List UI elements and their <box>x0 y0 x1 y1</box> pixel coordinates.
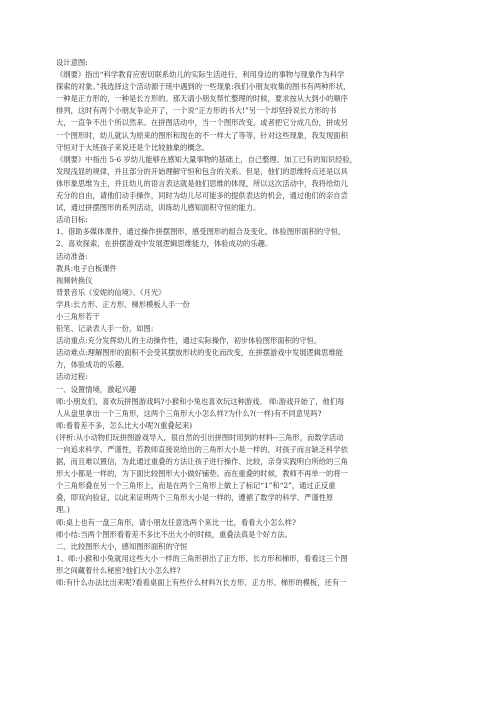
text-line: 据，而且难以置信，为此通过重叠的方法让孩子进行操作、比较，亲身实践明白所给的三角 <box>56 457 348 467</box>
text-line: 师:小朋友们，喜欢玩拼图游戏吗?小猴和小兔也喜欢玩这种游戏。 师:游戏开始了，他们每 <box>56 396 345 406</box>
text-line: 活动目标: <box>56 215 88 225</box>
text-line: 活动难点:理解图形的面积不会受其摆放形状的变化而改变，在拼摆游戏中发展逻辑思维能 <box>56 348 344 358</box>
text-line: 一向追求科学、严谨性，若教师直接说给出的三角形大小是一样的，对孩子而言缺乏科学依 <box>56 445 348 454</box>
text-line: (评析:从小动物们玩拼图游戏导入，很自然的引出拼图时用到的材料--三角形，而数学活动 <box>56 432 344 442</box>
text-line: 叠，即双向验证，以此来证明两个三角形大小是一样的，遵循了数学的科学、严谨性原 <box>56 493 334 503</box>
text-line: 二、比较图形大小，感知图形面积的守恒 <box>56 541 188 551</box>
text-line: 教具:电子白板课件 <box>56 263 117 273</box>
text-line: 《纲要》中指出 5-6 岁幼儿能够在感知大量事物的基础上，自己整理、加工已有的知识经验， <box>56 154 357 164</box>
text-line: 大，一直争不出个所以然来。在拼图活动中，当一个图形改变，或者把它分成几份，拼成另 <box>56 118 348 128</box>
text-line: 1、师:小猴和小兔就用这些大小一样的三角形拼出了正方形、长方形和梯形，看看这三个图 <box>56 553 348 563</box>
text-line: 设计意图: <box>56 58 88 67</box>
text-line: 《纲要》指出“科学教育应密切联系幼儿的实际生活进行，利用身边的事物与现象作为科学 <box>56 70 345 80</box>
text-line: 一、设置情境，激起兴趣 <box>56 384 137 394</box>
text-line: 探索的对象。”我选择这个活动源于班中遇到的一些现象:我们小朋友收集的图书有两种形状， <box>56 82 351 92</box>
text-line: 活动过程: <box>56 372 88 382</box>
text-line: 活动重点:充分发挥幼儿的主动操作性，通过实际操作，初步体验图形面积的守恒。 <box>56 336 322 346</box>
text-line: 理。) <box>56 505 70 515</box>
text-line: 一种是正方形的，一种是长方形的。那天请小朋友帮忙整理的时候，要求按从大到小的顺序 <box>56 94 348 104</box>
text-line: 形大小都是一样的，为下面比较图形大小做好铺垫。而在重叠的时候，教师不再单一的将一 <box>56 469 348 479</box>
text-line: 充分的自由，请他们动手操作，同时为幼儿尽可能多的提供表达的机会，通过他们的亲自尝 <box>56 191 348 201</box>
text-line: 人从盘里拿出一个三角形，这两个三角形大小怎么样?为什么?(一样)有不同意见吗? <box>56 408 322 418</box>
text-line: 试，通过拼摆图形的系列活动，训练幼儿感知面积守恒的能力。 <box>56 203 261 213</box>
text-line: 发现浅显的规律，并且部分的开始理解守恒和包含的关系。但是，他们的思维特点还是以具 <box>56 166 348 176</box>
text-line: 守恒对于大班孩子来说还是个比较抽象的概念。 <box>56 142 210 152</box>
text-line: 师小结:当两个图形看着差不多比不出大小的时候，重叠法真是个好方法。 <box>56 529 292 539</box>
text-line: 小三角形若干 <box>56 311 100 321</box>
text-line: 师:桌上也有一盘三角形，请小朋友任意选两个来比一比，看看大小怎么样? <box>56 517 296 527</box>
text-line: 铅笔、记录表人手一份，如图: <box>56 324 154 334</box>
text-line: 学具:长方形、正方形、梯形模板人手一份 <box>56 299 190 309</box>
text-line: 背景音乐《安妮的仙境》、《月光》 <box>56 287 166 297</box>
document-page <box>56 57 454 589</box>
text-line: 师:看着差不多，怎么比大小呢?(重叠起来) <box>56 420 193 430</box>
text-line: 视频转换仪 <box>56 275 93 285</box>
text-line: 1、借助多媒体课件，通过操作拼摆图形，感受图形的组合及变化，体验图形面积的守恒。 <box>56 227 346 237</box>
text-line: 师:有什么办法比出来呢?看看桌面上有些什么材料?(长方形、正方形、梯形的模板，还有一 <box>56 578 347 588</box>
text-line: 个三角形叠在另一个三角形上，而是在两个三角形上做上了标记“1”和“2”，通过正反重 <box>56 481 336 491</box>
text-line: 活动准备: <box>56 251 88 261</box>
text-line: 一个图形时，幼儿就认为原来的图形和现在的不一样大了等等，针对这些现象，我发现面积 <box>56 130 348 140</box>
text-line: 排列，这时有两个小朋友争论开了，一个说“正方形的书大!”另一个却坚持说长方形的书 <box>56 106 337 116</box>
text-line: 体形象思维为主，并且幼儿的语言表达就是他们思维的体现，所以这次活动中，我将给幼儿 <box>56 178 348 188</box>
text-line: 力，体验成功的乐趣。 <box>56 360 129 370</box>
text-line: 2、喜欢探索，在拼摆游戏中发展逻辑思维能力，体验成功的乐趣。 <box>56 239 273 249</box>
text-line: 形之间藏着什么秘密?他们大小怎么样? <box>56 565 181 575</box>
